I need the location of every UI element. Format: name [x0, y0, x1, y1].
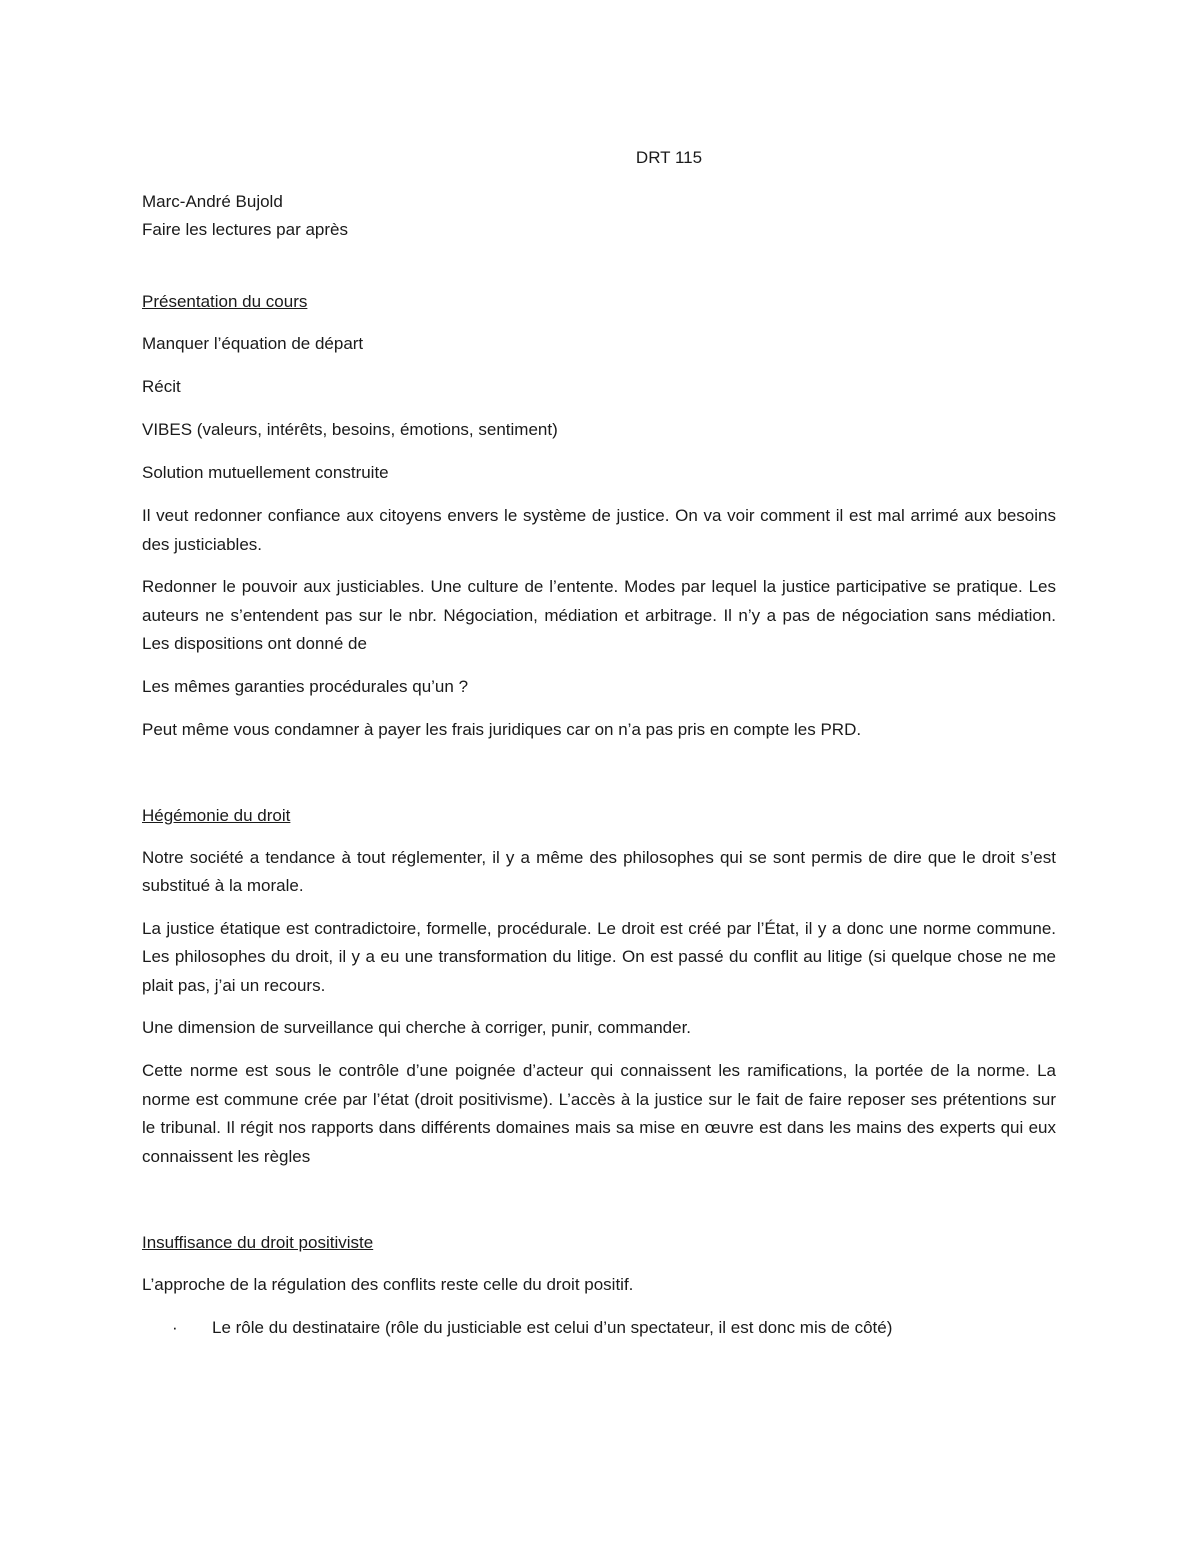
- paragraph: VIBES (valeurs, intérêts, besoins, émotions, sentiment): [142, 420, 558, 439]
- paragraph: L’approche de la régulation des conflits reste celle du droit positif.: [142, 1275, 634, 1294]
- paragraph: Redonner le pouvoir aux justiciables. Une culture de l’entente. Modes par lequel la justice participative se pratique. Les auteurs ne s’entendent pas sur le nbr. Négociation, médiation et arbitrage. Il n’y a pas de négociation sans médiation. Les dispositions ont donné de: [142, 577, 1056, 653]
- list-item: [172, 1314, 1056, 1342]
- paragraph: Les mêmes garanties procédurales qu’un ?: [142, 676, 469, 696]
- bullet-list: [142, 1314, 1056, 1342]
- section-heading-insuffisance: Insuffisance du droit positiviste: [142, 1233, 374, 1252]
- author-line: Marc-André Bujold: [142, 192, 283, 211]
- paragraph: Il veut redonner confiance aux citoyens envers le système de justice. On va voir comment il est mal arrimé aux besoins des justiciables.: [142, 506, 1056, 554]
- reading-note: Faire les lectures par après: [142, 220, 348, 239]
- bullet-mark: ·: [172, 1318, 178, 1337]
- paragraph: Peut même vous condamner à payer les frais juridiques car on n’a pas pris en compte les PRD.: [142, 719, 862, 739]
- paragraph: Notre société a tendance à tout réglementer, il y a même des philosophes qui se sont permis de dire que le droit s’est substitué à la morale.: [142, 847, 1056, 895]
- section-heading-hegemonie: Hégémonie du droit: [142, 805, 291, 825]
- paragraph: Cette norme est sous le contrôle d’une poignée d’acteur qui connaissent les ramifications, la portée de la norme. La norme est commune crée par l’état (droit positivisme). L’accès à la justice sur le fait de faire reposer ses prétentions sur le tribunal. Il régit nos rapports dans différents domaines mais sa mise en œuvre est dans les mains des experts qui eux connaissent les règles: [142, 1061, 1056, 1166]
- paragraph: Solution mutuellement construite: [142, 463, 389, 482]
- paragraph: Récit: [142, 377, 181, 396]
- section-heading-presentation: Présentation du cours: [142, 292, 308, 311]
- paragraph: Une dimension de surveillance qui cherche à corriger, punir, commander.: [142, 1018, 692, 1037]
- document-title: DRT 115: [635, 148, 703, 167]
- paragraph: La justice étatique est contradictoire, formelle, procédurale. Le droit est créé par l’État, il y a donc une norme commune. Les philosophes du droit, il y a eu une transformation du litige. On est passé du conflit au litige (si quelque chose ne me plait pas, j’ai un recours.: [142, 918, 1056, 995]
- document-body: [142, 146, 1056, 1342]
- list-item-text: Le rôle du destinataire (rôle du justiciable est celui d’un spectateur, il est donc mis de côté): [212, 1318, 893, 1337]
- paragraph: Manquer l’équation de départ: [142, 334, 364, 353]
